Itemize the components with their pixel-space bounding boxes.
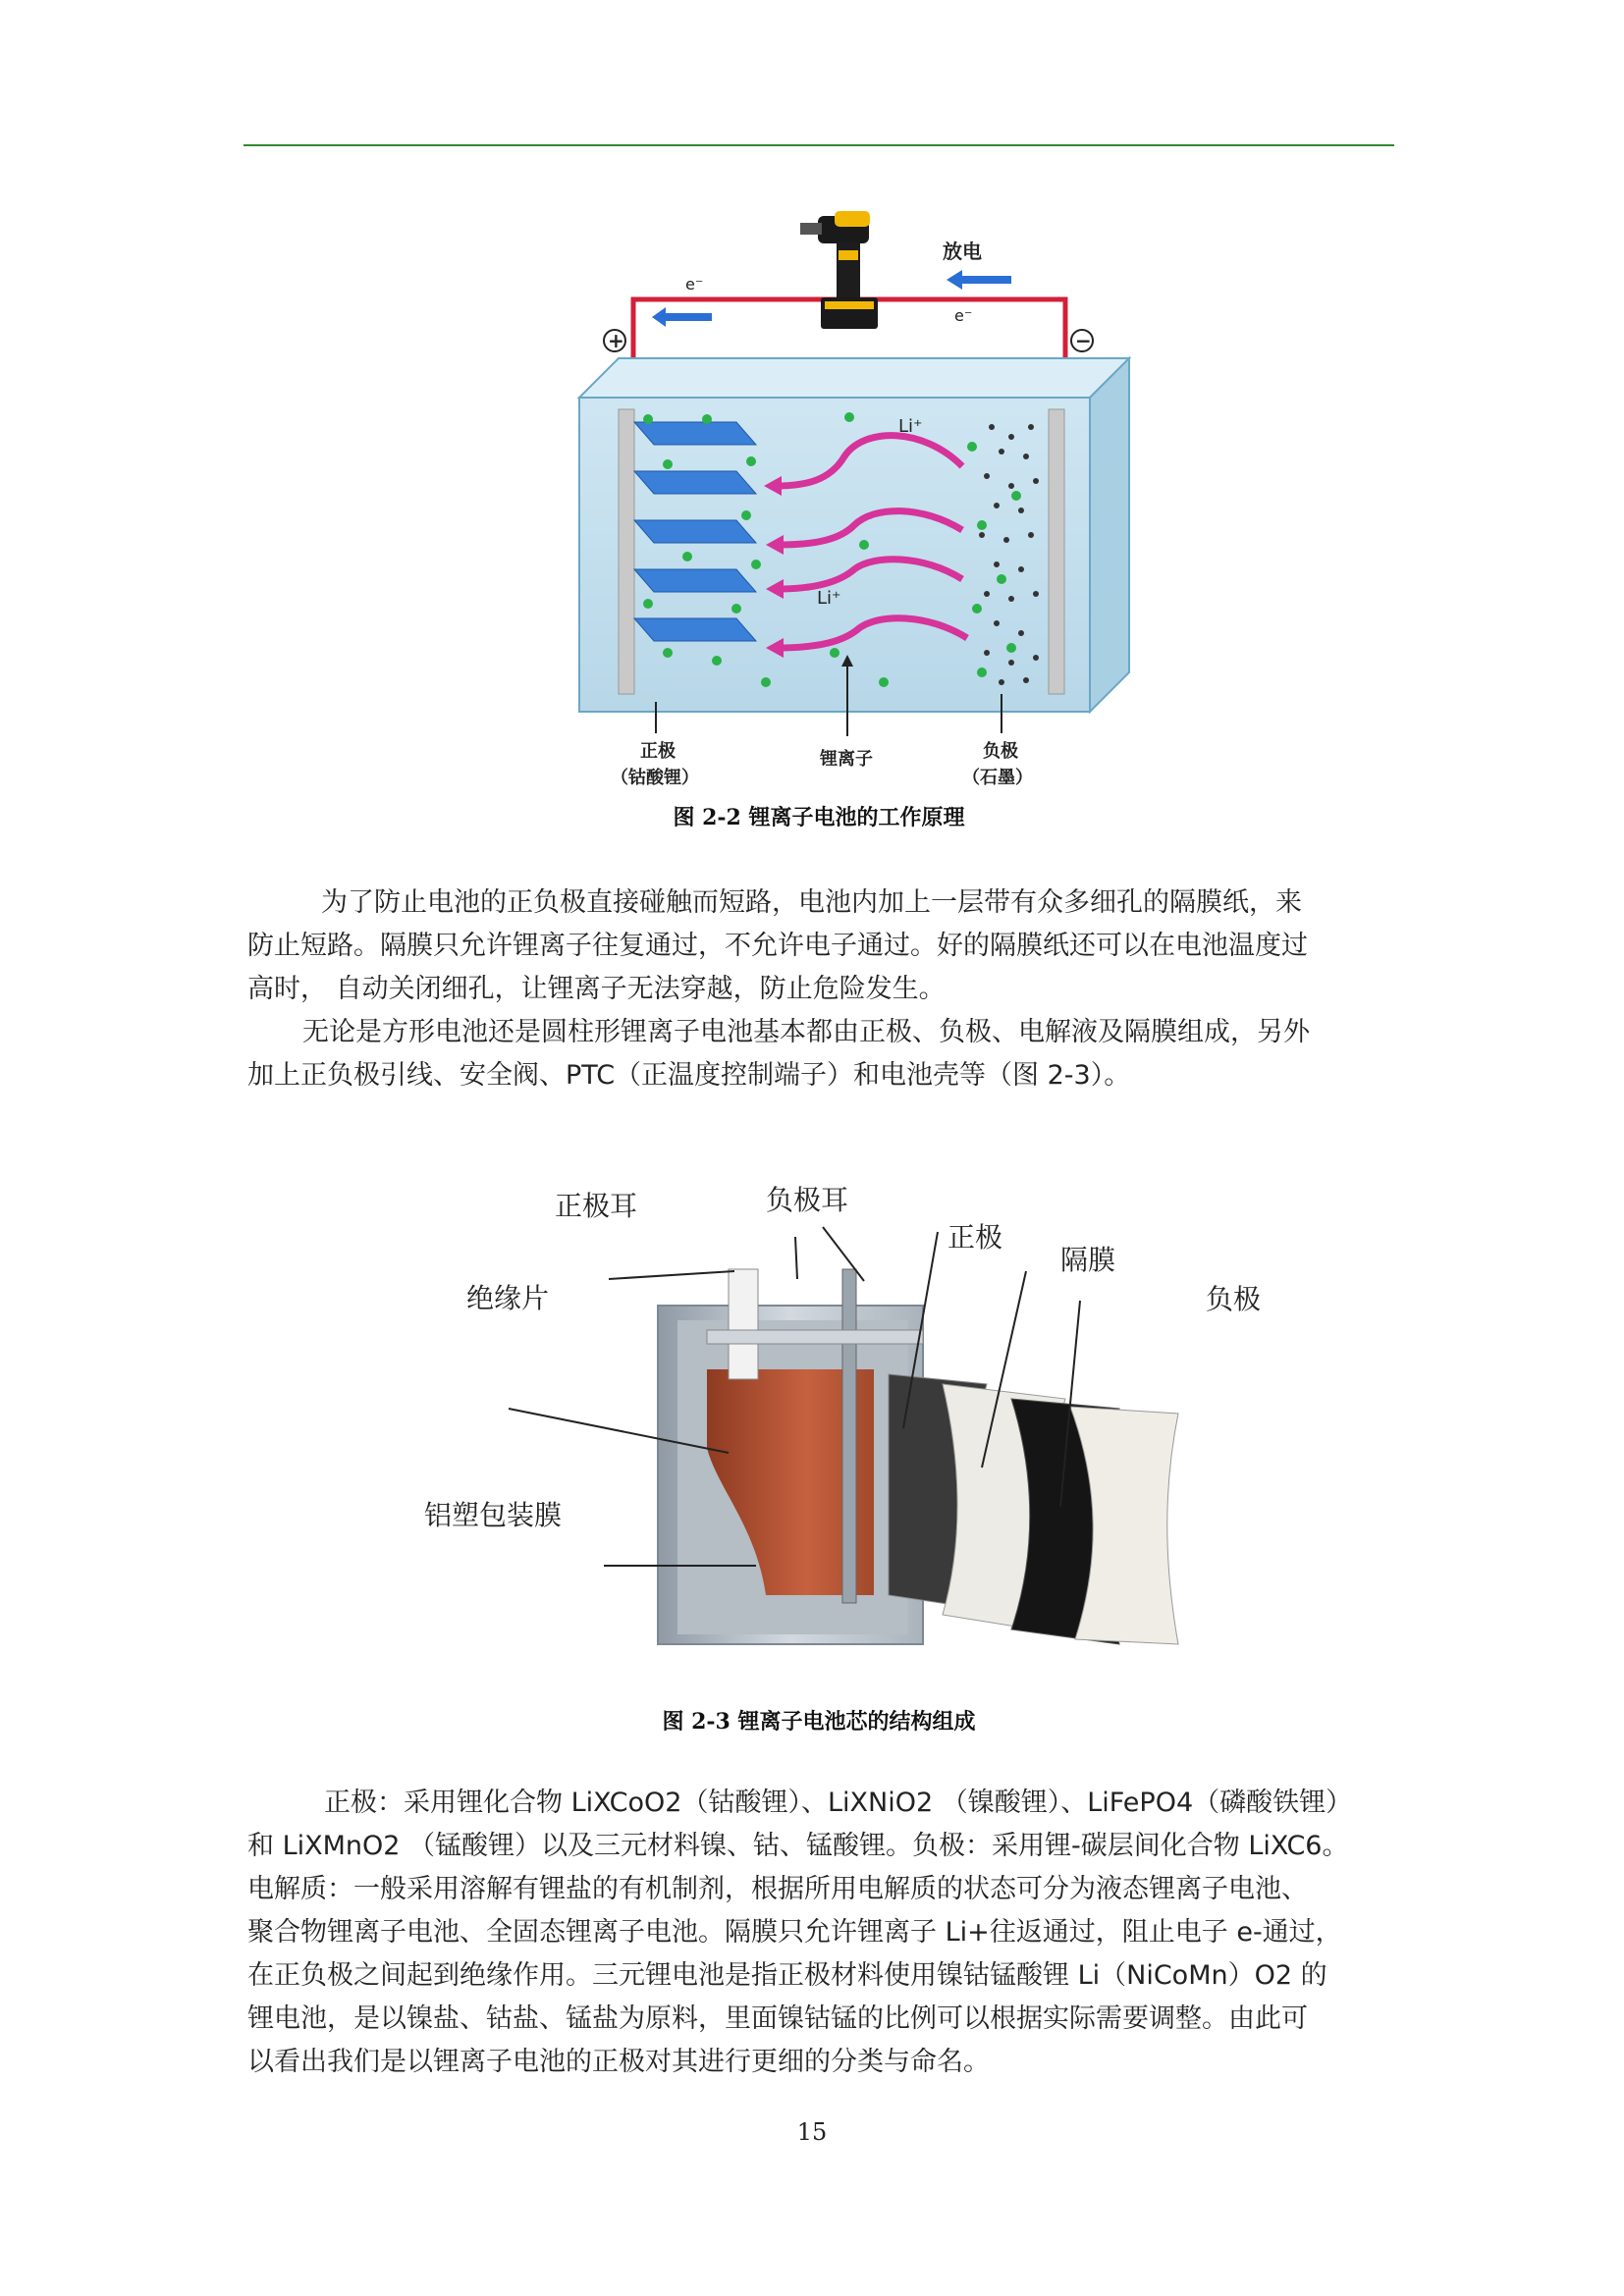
- text-line: 聚合物锂离子电池、全固态锂离子电池。隔膜只允许锂离子 Li+往返通过，阻止电子 e-通过，: [247, 1917, 1342, 1948]
- paragraph-separator: [247, 881, 1394, 1097]
- cell-right-face: [1090, 358, 1129, 712]
- negative-tab: [842, 1269, 856, 1603]
- negative-collector: [1049, 409, 1064, 694]
- text-line: 加上正负极引线、安全阀、PTC（正温度控制端子）和电池壳等（图 2-3）。: [247, 1060, 1131, 1091]
- battery-cell-structure-diagram: [412, 1173, 1296, 1664]
- minus-sign: −: [1075, 329, 1092, 352]
- plus-sign: +: [608, 329, 624, 352]
- electron-label-right: e⁻: [954, 306, 973, 325]
- cell-top-face: [579, 358, 1129, 398]
- label-positive: 正极: [640, 741, 676, 762]
- text-line: 防止短路。隔膜只允许锂离子往复通过，不允许电子通过。好的隔膜纸还可以在电池温度过: [247, 931, 1308, 961]
- positive-tab: [729, 1269, 758, 1379]
- label-negative-sub: （石墨）: [962, 768, 1033, 788]
- li-ion-label-top: Li⁺: [898, 416, 923, 437]
- text-line: 和 LiXMnO2 （锰酸锂）以及三元材料镍、钴、锰酸锂。负极：采用锂-碳层间化合物 LiXC6。: [247, 1831, 1349, 1861]
- text-line: 锂电池，是以镍盐、钴盐、锰盐为原料，里面镍钴锰的比例可以根据实际需要调整。由此可: [247, 2003, 1308, 2034]
- discharge-arrow-icon: [947, 270, 1011, 290]
- text-line: 以看出我们是以锂离子电池的正极对其进行更细的分类与命名。: [247, 2047, 990, 2077]
- li-ion-label-mid: Li⁺: [817, 588, 841, 609]
- label-insulator: 绝缘片: [466, 1282, 550, 1314]
- text-line: 正极：采用锂化合物 LiXCoO2（钴酸锂）、LiXNiO2 （镍酸锂）、LiFePO4（磷酸铁锂）: [324, 1788, 1353, 1818]
- label-neg-tab: 负极耳: [766, 1184, 849, 1216]
- text-line: 无论是方形电池还是圆柱形锂离子电池基本都由正极、负极、电解液及隔膜组成，另外: [302, 1017, 1310, 1047]
- label-ion: 锂离子: [820, 749, 873, 770]
- label-negative: 负极: [983, 741, 1018, 762]
- insulator-strip: [707, 1330, 923, 1344]
- paragraph-materials: [247, 1782, 1394, 2084]
- text-line: 在正负极之间起到绝缘作用。三元锂电池是指正极材料使用镍钴锰酸锂 Li（NiCoMn）O2 的: [247, 1960, 1327, 1991]
- electron-arrow-left-icon: [652, 307, 712, 327]
- header-rule: [244, 144, 1394, 146]
- text-line: 高时， 自动关闭细孔，让锂离子无法穿越，防止危险发生。: [247, 974, 946, 1004]
- label-cathode: 正极: [947, 1221, 1003, 1254]
- text-line: 为了防止电池的正负极直接碰触而短路，电池内加上一层带有众多细孔的隔膜纸，来: [321, 887, 1302, 918]
- label-positive-sub: （钴酸锂）: [611, 768, 699, 788]
- label-pos-tab: 正极耳: [555, 1190, 638, 1222]
- discharge-label: 放电: [943, 240, 982, 263]
- electron-label-left: e⁻: [685, 275, 704, 294]
- label-pouch: 铝塑包装膜: [424, 1499, 563, 1531]
- positive-collector: [619, 409, 634, 694]
- figure-2-3-caption: 图 2-3 锂离子电池芯的结构组成: [662, 1709, 976, 1735]
- page-number: 15: [796, 2118, 828, 2146]
- figure-2-2-caption: 图 2-2 锂离子电池的工作原理: [673, 805, 965, 830]
- text-line: 电解质：一般采用溶解有锂盐的有机制剂，根据所用电解质的状态可分为液态锂离子电池、: [247, 1874, 1308, 1904]
- label-anode: 负极: [1206, 1283, 1262, 1315]
- drill-icon: [800, 211, 878, 329]
- lithium-battery-working-diagram: [550, 191, 1139, 800]
- label-separator: 隔膜: [1060, 1244, 1116, 1276]
